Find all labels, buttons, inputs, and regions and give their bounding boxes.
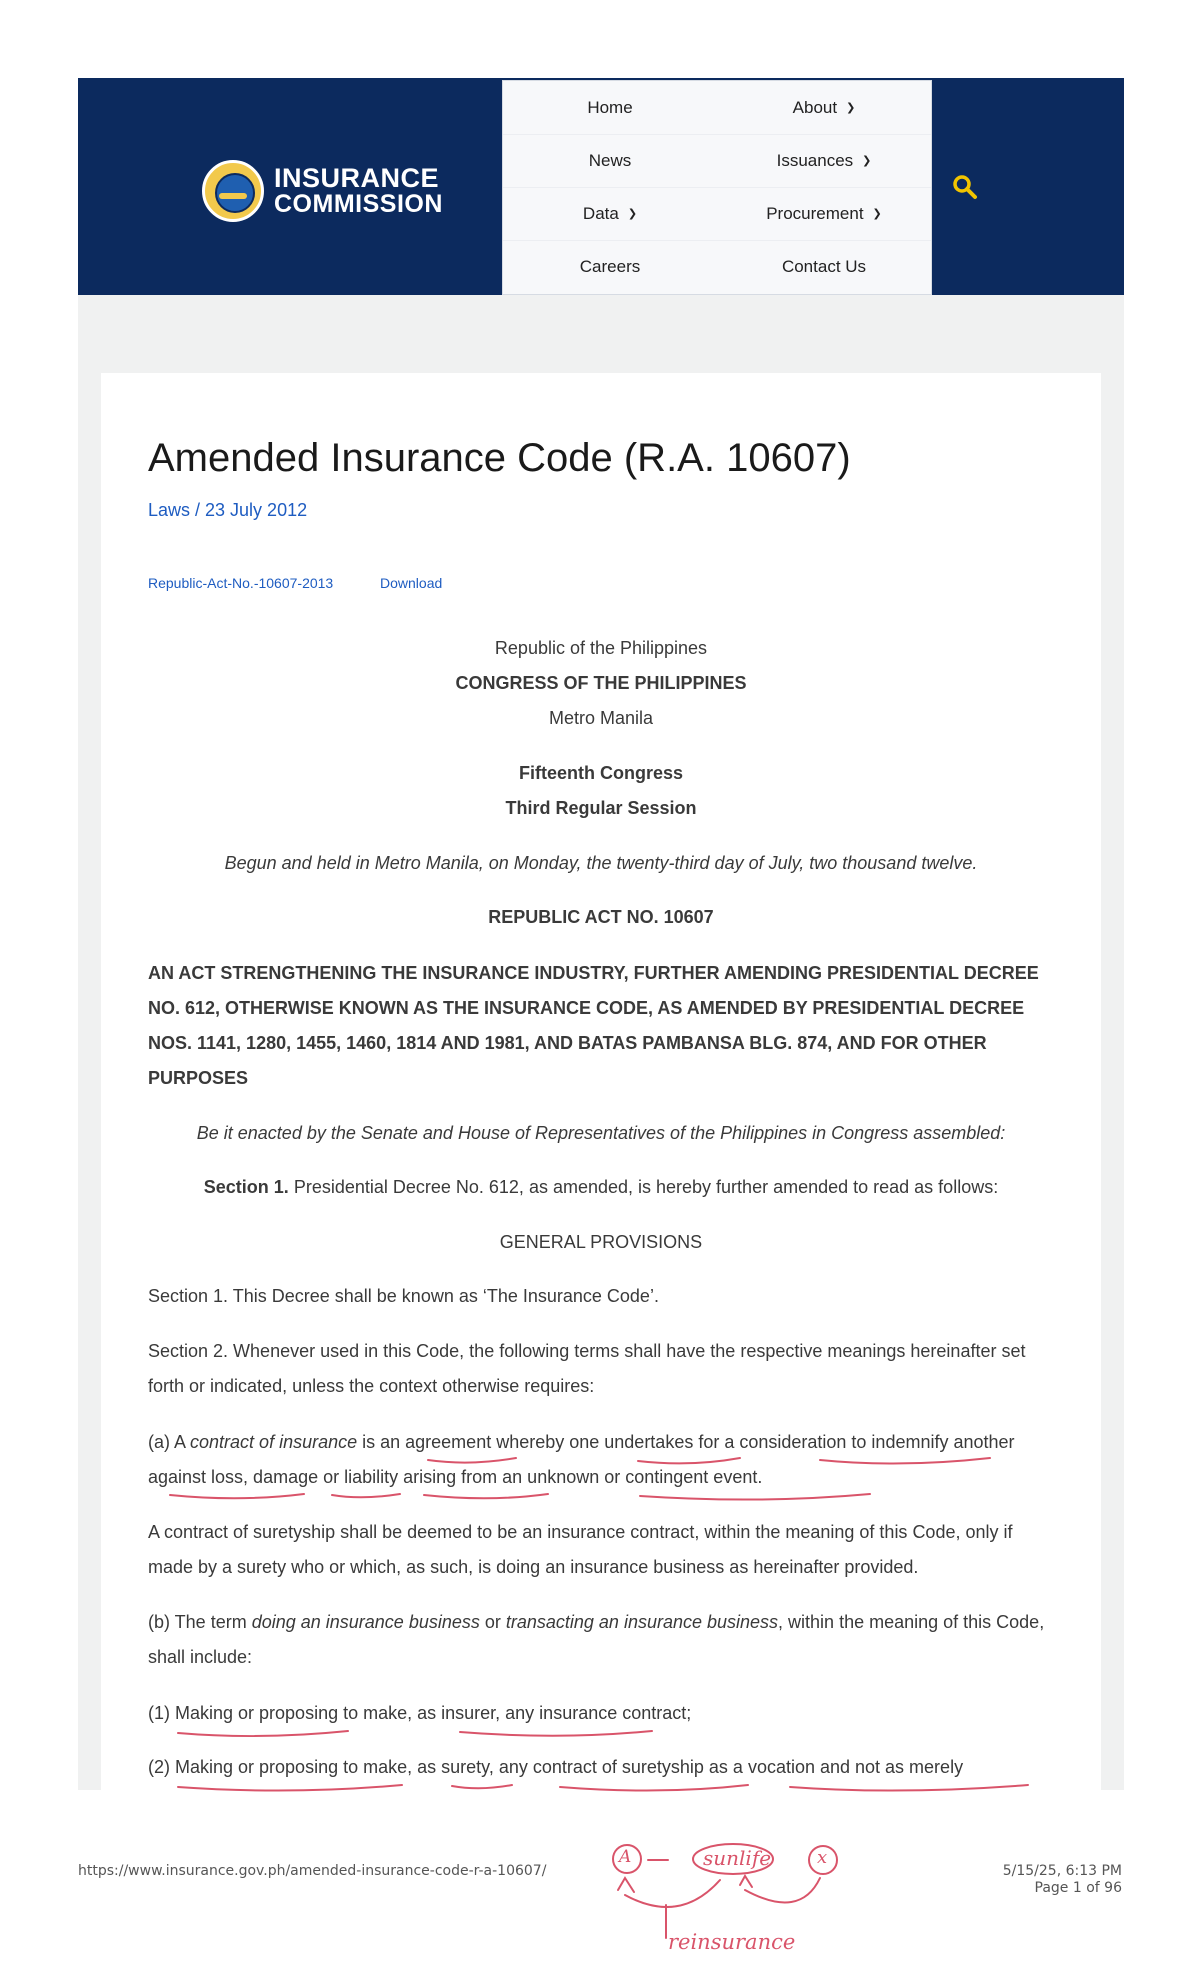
nav-issuances[interactable]: Issuances ❯: [717, 134, 931, 188]
handwritten-sunlife: sunlife: [703, 1846, 772, 1870]
session-line: Third Regular Session: [505, 798, 697, 818]
republic-line: Republic of the Philippines: [494, 638, 708, 658]
nav-procurement[interactable]: Procurement ❯: [717, 187, 931, 241]
search-icon[interactable]: [952, 174, 978, 200]
print-footer-date: 5/15/25, 6:13 PM Page 1 of 96: [1002, 1863, 1122, 1896]
print-footer-url: https://www.insurance.gov.ph/amended-insurance-code-r-a-10607/: [78, 1863, 547, 1879]
suretyship-paragraph: A contract of suretyship shall be deemed to be an insurance contract, within the meaning of this Code, only if made by a surety who or which, as such, is doing an insurance business as hereinafter provided.: [148, 1522, 1013, 1577]
article-meta-link[interactable]: Laws / 23 July 2012: [148, 500, 308, 520]
commission-seal-icon: [202, 160, 264, 222]
section-1-text-code: Section 1. This Decree shall be known as ‘The Insurance Code’.: [148, 1286, 659, 1306]
act-title: AN ACT STRENGTHENING THE INSURANCE INDUSTRY, FURTHER AMENDING PRESIDENTIAL DECREE NO. 612, OTHERWISE KNOWN AS THE INSURANCE CODE, AS AMENDED BY PRESIDENTIAL DECREE NOS. 1141, 1280, 1455, 1460, 1814 AND 1981, AND BATAS PAMBANSA BLG. 874, AND FOR OTHER PURPOSES: [148, 963, 1039, 1088]
chevron-down-icon: ❯: [862, 155, 872, 167]
general-provisions-heading: GENERAL PROVISIONS: [499, 1232, 703, 1252]
enacting-clause: Be it enacted by the Senate and House of Representatives of the Philippines in Congress assembled:: [196, 1123, 1006, 1143]
nav-news[interactable]: News: [503, 134, 717, 188]
congress-number: Fifteenth Congress: [518, 763, 683, 783]
nav-home[interactable]: Home: [503, 81, 717, 135]
handwritten-reinsurance: reinsurance: [668, 1930, 796, 1954]
file-name-link[interactable]: Republic-Act-No.-10607-2013: [148, 575, 334, 591]
site-header: [78, 78, 1124, 295]
ra-number: REPUBLIC ACT NO. 10607: [488, 907, 714, 927]
nav-data[interactable]: Data ❯: [503, 187, 717, 241]
list-item-1: (1) Making or proposing to make, as insurer, any insurance contract;: [148, 1703, 692, 1723]
chevron-down-icon: ❯: [872, 208, 882, 220]
chevron-down-icon: ❯: [627, 208, 638, 220]
congress-line: CONGRESS OF THE PHILIPPINES: [455, 673, 747, 693]
logo-text-line2: COMMISSION: [274, 190, 443, 218]
section-1-label: Section 1.: [203, 1177, 289, 1197]
download-link[interactable]: Download: [380, 575, 443, 591]
definition-b: (b) The term doing an insurance business or transacting an insurance business, within the meaning of this Code, shall include:: [148, 1612, 1045, 1667]
section-1-amendment: [148, 1177, 1054, 1198]
handwritten-a: A: [619, 1847, 632, 1867]
page-title: Amended Insurance Code (R.A. 10607): [148, 436, 851, 480]
main-nav: [502, 80, 932, 295]
site-logo[interactable]: [202, 158, 462, 224]
chevron-down-icon: ❯: [846, 102, 856, 114]
section-1-text: Presidential Decree No. 612, as amended, is hereby further amended to read as follows:: [288, 1177, 999, 1197]
begun-line: Begun and held in Metro Manila, on Monday, the twenty-third day of July, two thousand twelve.: [224, 853, 978, 873]
handwritten-x: x: [817, 1847, 828, 1868]
logo-text-line1: INSURANCE: [274, 163, 440, 193]
definition-a: (a) A contract of insurance is an agreement whereby one undertakes for a consideration to indemnify another against loss, damage or liability arising from an unknown or contingent event.: [148, 1432, 1015, 1487]
section-2-text: Section 2. Whenever used in this Code, the following terms shall have the respective meanings hereinafter set forth or indicated, unless the context otherwise requires:: [148, 1341, 1026, 1396]
nav-careers[interactable]: Careers: [579, 256, 641, 276]
nav-about[interactable]: About ❯: [717, 81, 931, 135]
place-line: Metro Manila: [548, 708, 654, 728]
nav-contact-us[interactable]: Contact Us: [781, 256, 867, 276]
list-item-2: (2) Making or proposing to make, as surety, any contract of suretyship as a vocation and not as merely: [148, 1757, 964, 1777]
